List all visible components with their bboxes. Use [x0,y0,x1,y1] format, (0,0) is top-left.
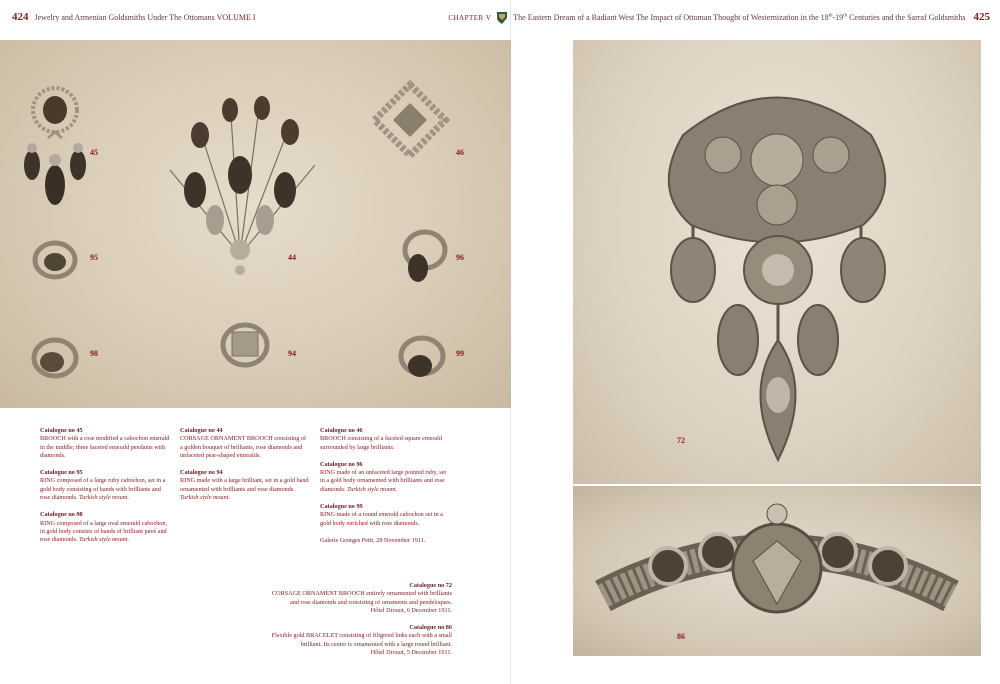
caption-line: Flexible gold BRACELET consisting of filigreed links each with a small [271,632,452,640]
caption-column-3 [320,427,450,545]
left-page-header [12,11,256,23]
caption-44 [180,427,310,460]
right-running-title-a: The Eastern Dream of a Radiant West The Impact of Ottoman Thought of Westernization in the 18 [513,13,829,22]
caption-column-2 [180,427,310,511]
caption-column-1 [40,427,170,554]
corsage-brooch-72-photo [573,40,981,484]
superscript-th-2: th [843,13,848,19]
right-running-title-c: Centuries and the Sarraf Goldsmiths [847,13,966,22]
ring-95-image [35,243,75,277]
caption-line: CORSAGE ORNAMENT BROOCH entirely ornamented with brilliants [272,590,452,598]
caption-99 [320,503,450,528]
right-running-title-b: -19 [832,13,844,22]
catalogue-number: Catalogue no 45 [40,427,83,434]
caption-96 [320,461,450,494]
figure-number-46: 46 [456,148,464,157]
crest-icon [496,11,508,25]
caption-95 [40,469,170,502]
figure-number-98: 98 [90,349,98,358]
catalogue-number: Catalogue no 96 [320,460,363,468]
figure-number-96: 96 [456,253,464,262]
caption-italic: Turkish style mount. [347,485,398,493]
chapter-label: CHAPTER V [448,14,492,22]
caption-72 [252,582,452,615]
figure-number-44: 44 [288,253,296,262]
caption-text: BROOCH consisting of a faceted square emerald surrounded by large brilliants. [320,435,442,451]
caption-98 [40,511,170,544]
catalogue-number: Catalogue no 95 [40,469,83,477]
superscript-th-1: th [828,13,833,19]
jewelry-plate-illustration [0,40,511,408]
left-page-number: 424 [12,11,29,23]
caption-line: and rose diamonds and consisting of ornaments and pendeloques. [289,598,452,606]
corsage-brooch-72-image [573,40,981,484]
catalogue-number: Catalogue no 46 [320,427,363,434]
caption-86 [252,624,452,657]
figure-number-86: 86 [677,632,685,641]
catalogue-number: Catalogue no 94 [180,469,223,477]
caption-text: RING made of an unfaceted large pointed ruby, set in a gold body ornamented with brilliants and rose diamonds. [320,469,447,493]
figure-number-72: 72 [677,436,685,445]
caption-italic: Turkish style mount. [79,536,130,544]
left-running-title: Jewelry and Armenian Goldsmiths Under The Ottomans [34,13,215,22]
caption-94 [180,469,310,502]
caption-text: BROOCH with a rose modified a cabochon emerald in the middle; three faceted emerald pendants with diamonds. [40,435,170,459]
volume-label: VOLUME I [216,13,256,22]
brooch-46-image [375,85,446,156]
jewelry-plate-photo-left [0,40,511,408]
figure-number-99: 99 [456,349,464,358]
caption-italic: Turkish style mount. [79,494,130,502]
catalogue-number: Catalogue no 98 [40,511,83,519]
right-page-header [448,11,990,25]
caption-italic: Turkish style mount. [180,494,231,502]
ring-96-image [405,232,445,282]
caption-text: RING composed of a large ruby cabochon, set in a gold body consisting of bands with brilliants and rose diamonds. [40,477,166,502]
ring-99-image [401,338,443,377]
caption-line: brilliant. Its center is ornamented with a large round brilliant. [300,640,452,648]
figure-number-95: 95 [90,253,98,262]
caption-45 [40,427,170,460]
catalogue-number: Catalogue no 99 [320,503,363,511]
catalogue-number: Catalogue no 72 [409,582,452,589]
right-page-number: 425 [973,11,990,23]
caption-text: RING made with a large brilliant, set in a gold band ornamented with brilliants and rose diamonds. [180,477,309,493]
caption-line: Hôtel Drouot, 6 December 1911. [370,606,452,614]
caption-text: RING composed of a large oval emerald cabochon, in gold body consists of bands of brilliant pavé and rose diamonds. [40,519,168,544]
catalogue-number: Catalogue no 86 [409,624,452,632]
caption-source: Galerie Georges Petit, 28 November 1911. [320,536,426,544]
ring-98-image [34,340,76,376]
corsage-brooch-44-image [170,96,315,275]
caption-column-right [252,582,452,666]
caption-text: RING made of a round emerald cabochon set in a gold body enriched with rose diamonds. [320,511,443,527]
brooch-45-image [24,88,86,205]
caption-line: Hôtel Drouot, 5 December 1911. [370,649,452,657]
figure-number-94: 94 [288,349,296,358]
bracelet-86-image [573,486,981,656]
bracelet-86-photo [573,486,981,656]
caption-46 [320,427,450,452]
ring-94-image [223,325,267,365]
catalogue-number: Catalogue no 44 [180,427,223,434]
caption-text: CORSAGE ORNAMENT BROOCH consisting of a golden bouquet of brilliants, rose diamonds and unfaceted pear-shaped emeralds. [180,435,307,459]
figure-number-45: 45 [90,148,98,157]
